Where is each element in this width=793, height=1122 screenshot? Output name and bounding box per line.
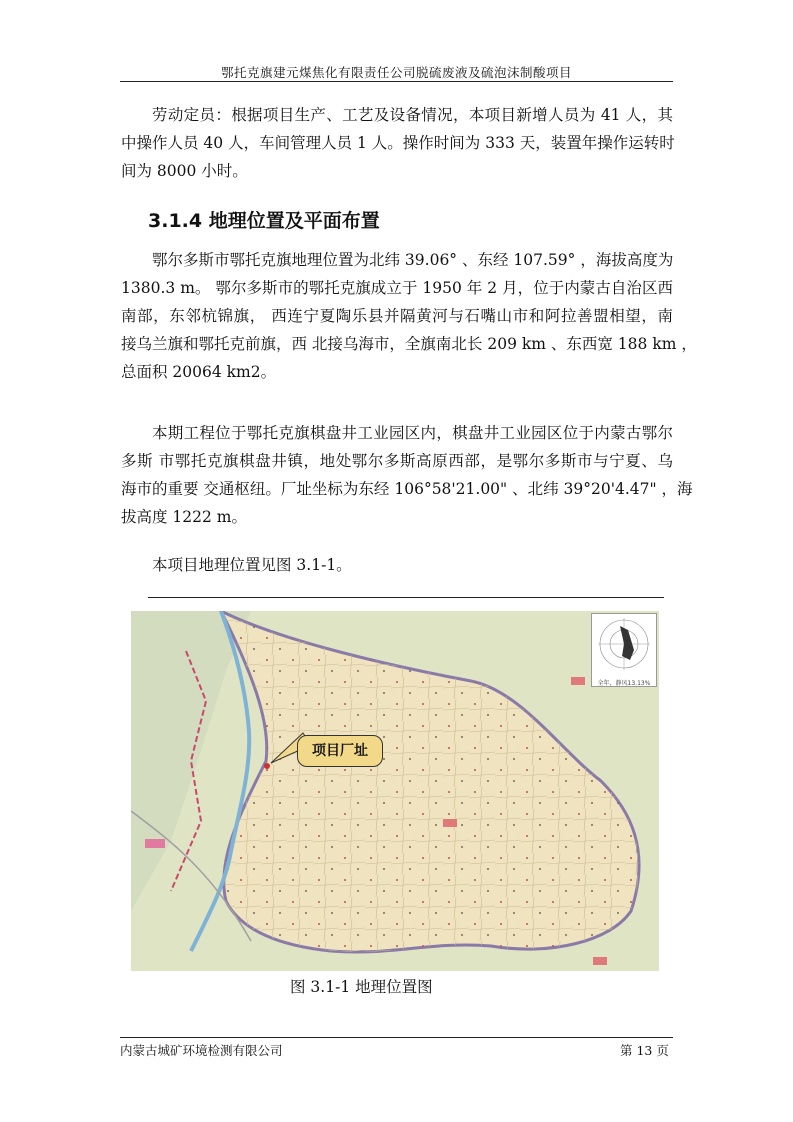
- page-number: 第 13 页: [620, 1043, 669, 1058]
- paragraph-site: [121, 419, 693, 531]
- footer-company: 内蒙古城矿环境检测有限公司: [120, 1043, 283, 1058]
- paragraph-staffing: [121, 101, 673, 185]
- figure-top-rule: [148, 597, 664, 598]
- text-line: 海市的重要 交通枢纽。厂址坐标为东经 106°58'21.00" 、北纬 39°20'4.47" ，海: [121, 480, 693, 498]
- windrose-caption: 全年，静风13.13%: [597, 680, 651, 687]
- header-rule: [120, 81, 673, 82]
- text-line: 中操作人员 40 人，车间管理人员 1 人。操作时间为 333 天，装置年操作运转时: [121, 134, 675, 152]
- text-line: 拔高度 1222 m。: [121, 508, 247, 526]
- text-line: 接乌兰旗和鄂托克前旗，西 北接乌海市，全旗南北长 209 km 、东西宽 188 km ，: [121, 335, 697, 353]
- text-line: 多斯 市鄂托克旗棋盘井镇，地处鄂尔多斯高原西部，是鄂尔多斯市与宁夏、乌: [121, 452, 673, 470]
- paragraph-location: [121, 246, 697, 386]
- figure-caption: 图 3.1-1 地理位置图: [290, 978, 433, 996]
- text-line: 本期工程位于鄂托克旗棋盘井工业园区内，棋盘井工业园区位于内蒙古鄂尔: [152, 424, 673, 442]
- paragraph-figure-ref: [121, 551, 673, 579]
- text-line: 总面积 20064 km2。: [121, 363, 277, 381]
- text-line: 南部，东邻杭锦旗， 西连宁夏陶乐县并隔黄河与石嘴山市和阿拉善盟相望，南: [121, 307, 673, 325]
- header-title: 鄂托克旗建元煤焦化有限责任公司脱硫废液及硫泡沫制酸项目: [220, 65, 572, 80]
- callout-pointer: [131, 611, 659, 971]
- text-line: 鄂尔多斯市鄂托克旗地理位置为北纬 39.06° 、东经 107.59° ，海拔高度为: [152, 251, 674, 269]
- text-line: 间为 8000 小时。: [121, 162, 248, 180]
- text-line: 劳动定员：根据项目生产、工艺及设备情况，本项目新增人员为 41 人，其: [152, 106, 673, 124]
- text-line: 本项目地理位置见图 3.1-1。: [152, 556, 352, 574]
- location-map: [131, 611, 659, 971]
- section-heading: 3.1.4 地理位置及平面布置: [148, 210, 380, 232]
- site-callout: 项目厂址: [297, 735, 383, 767]
- text-line: 1380.3 m。 鄂尔多斯市的鄂托克旗成立于 1950 年 2 月，位于内蒙古自治区西: [121, 279, 673, 297]
- footer-rule: [120, 1037, 673, 1038]
